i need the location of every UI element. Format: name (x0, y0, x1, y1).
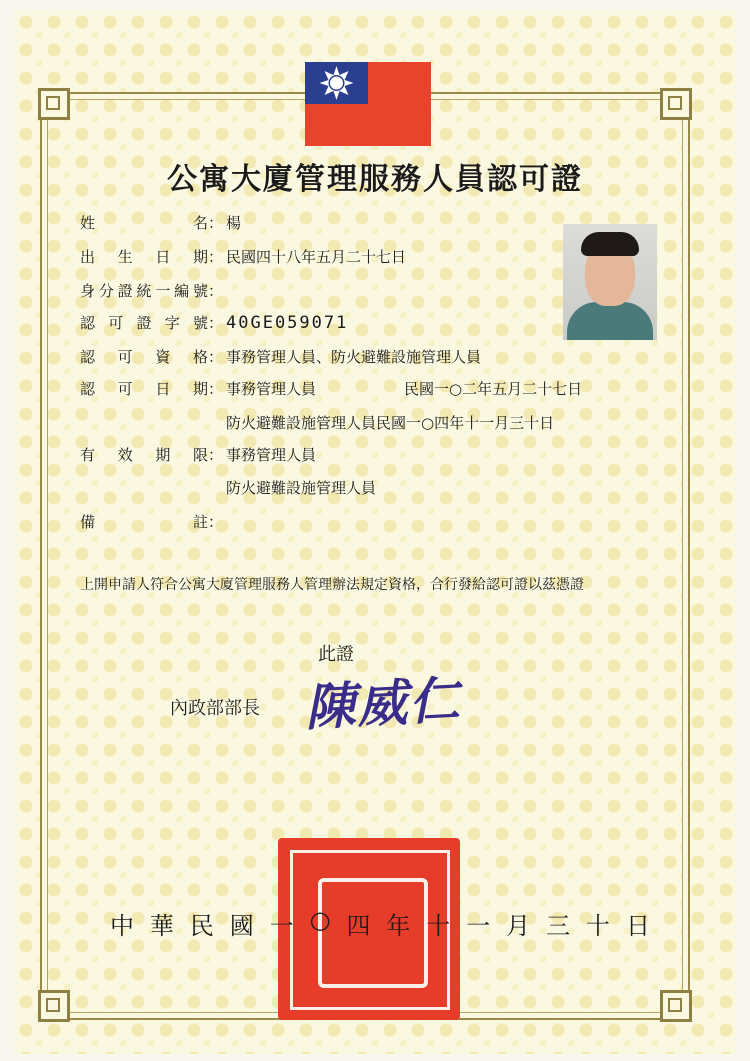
issue-date-char: 月 (506, 912, 531, 940)
border-corner-ornament (38, 990, 70, 1022)
approval-date-label: 認可日期 (80, 380, 208, 398)
photo-shirt (567, 302, 653, 340)
issue-date-char: 四 (346, 912, 371, 940)
validity-role-2: 防火避難設施管理人員 (226, 479, 377, 497)
national-flag-icon (305, 62, 431, 146)
name-label: 姓名 (80, 214, 208, 232)
issue-date-char: 中 (110, 912, 134, 940)
remarks-label: 備註 (80, 513, 208, 531)
colon: ： (208, 348, 224, 366)
cert-number-row (80, 312, 348, 333)
colon: ： (208, 214, 224, 232)
approval-role-2-line (226, 412, 554, 433)
validity-label: 有效期限 (80, 446, 208, 464)
approval-date-2: 民國一○四年十一月三十日 (376, 414, 555, 432)
closing-text: 此證 (318, 644, 354, 665)
issue-date-char: 十 (586, 912, 611, 940)
approval-role-1: 事務管理人員 (226, 380, 317, 398)
validity-row (80, 444, 316, 465)
border-corner-ornament (38, 88, 70, 120)
birth-date-value: 民國四十八年五月二十七日 (226, 248, 407, 266)
colon: ： (208, 380, 224, 398)
issue-date-char: 國 (229, 912, 254, 940)
approval-date-row (80, 378, 316, 399)
validity-role-1: 事務管理人員 (226, 446, 317, 464)
cert-number-label: 認可證字號 (80, 314, 208, 332)
photo-hair (581, 232, 639, 256)
birth-date-row (80, 246, 406, 267)
certification-statement: 上開申請人符合公寓大廈管理服務人管理辦法規定資格，合行發給認可證以茲憑證 (80, 577, 584, 593)
issue-date-char: 一 (466, 912, 491, 940)
qualification-label: 認可資格 (80, 348, 208, 366)
colon: ： (208, 513, 224, 531)
flag-canton (305, 62, 368, 104)
minister-signature: 陳威仁 (303, 669, 463, 738)
issue-date-char: 三 (546, 912, 571, 940)
birth-date-label: 出生日期 (80, 248, 208, 266)
remarks-row (80, 511, 226, 532)
issue-date-char: 十 (426, 912, 451, 940)
id-number-row (80, 280, 226, 301)
approval-role-2: 防火避難設施管理人員 (226, 414, 377, 432)
name-value: 楊 (226, 214, 242, 232)
name-row (80, 212, 241, 233)
id-number-label: 身分證統一編號 (80, 282, 208, 300)
issue-date-char: ○ (309, 906, 331, 934)
issue-date-char: 一 (269, 912, 294, 940)
holder-photo (563, 224, 657, 340)
border-corner-ornament (660, 990, 692, 1022)
issue-date-char: 年 (386, 912, 411, 940)
issue-date (110, 906, 650, 941)
cert-number-value: 40GE059071 (226, 313, 349, 333)
issue-date-char: 民 (189, 912, 214, 940)
qualification-value: 事務管理人員、防火避難設施管理人員 (226, 348, 482, 366)
issue-date-char: 華 (149, 912, 174, 940)
approval-date-1: 民國一○二年五月二十七日 (404, 380, 583, 398)
colon: ： (208, 446, 224, 464)
colon: ： (208, 282, 224, 300)
colon: ： (208, 314, 224, 332)
colon: ： (208, 248, 224, 266)
border-corner-ornament (660, 88, 692, 120)
issue-date-char: 日 (625, 912, 650, 940)
minister-title: 內政部部長 (170, 698, 260, 719)
qualification-row (80, 346, 481, 367)
certificate-title: 公寓大廈管理服務人員認可證 (167, 162, 583, 197)
